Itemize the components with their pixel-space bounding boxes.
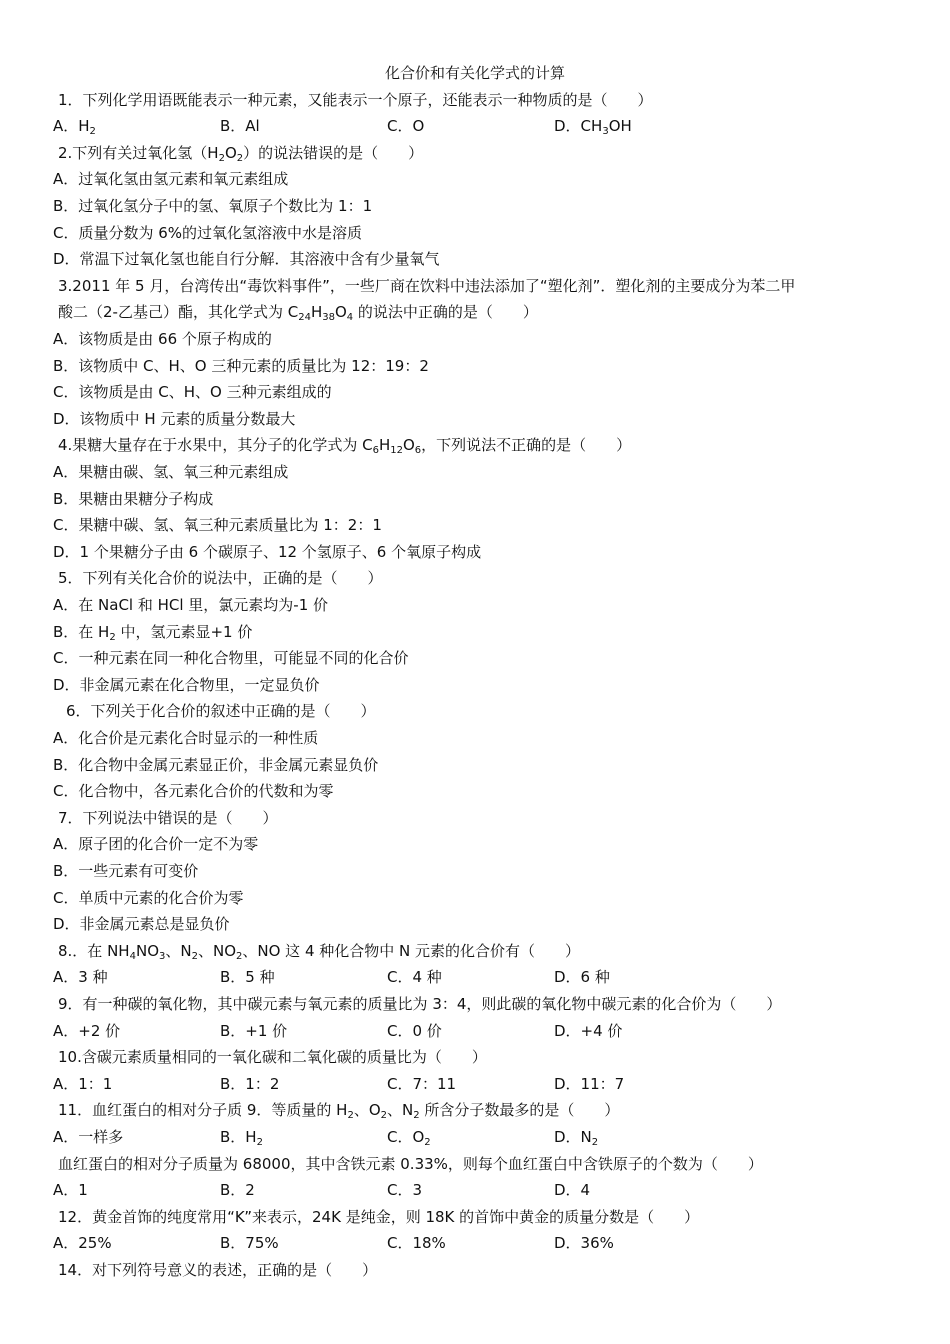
text-run: A．H <box>53 117 90 136</box>
line-content <box>53 778 333 804</box>
option-c <box>387 1071 456 1097</box>
text-line <box>0 87 950 113</box>
text-run: D．+4 价 <box>554 1021 623 1040</box>
text-run: ）的说法错误的是（ ） <box>243 143 424 162</box>
text-run: O <box>334 303 347 322</box>
line-content <box>58 1151 763 1177</box>
option-c <box>387 1230 446 1256</box>
line-content <box>58 1097 619 1123</box>
text-run: C．0 价 <box>387 1021 442 1040</box>
text-line <box>0 1204 950 1230</box>
text-line <box>0 246 950 272</box>
line-content <box>58 87 653 113</box>
line-content <box>53 911 230 937</box>
line-content <box>53 885 243 911</box>
subscript: 2 <box>413 1110 420 1122</box>
subscript: 4 <box>346 312 354 324</box>
text-run: D．CH <box>554 117 603 136</box>
line-content <box>58 299 538 325</box>
text-line <box>0 565 950 591</box>
option-b <box>220 113 260 139</box>
line-content <box>66 698 376 724</box>
line-content <box>53 246 440 272</box>
subscript: 2 <box>236 950 243 962</box>
text-line <box>0 299 950 325</box>
line-content <box>53 512 382 538</box>
text-run: C．7：11 <box>387 1074 457 1093</box>
text-run: NO <box>135 941 159 960</box>
text-run: C．3 <box>387 1181 423 1200</box>
text-run: B．1：2 <box>220 1074 280 1093</box>
option-a <box>53 1018 120 1044</box>
option-c <box>387 113 424 139</box>
text-run: B．一些元素有可变价 <box>53 862 199 880</box>
text-line <box>0 539 950 565</box>
text-line <box>0 885 950 911</box>
text-line <box>0 166 950 192</box>
option-c <box>387 964 442 990</box>
text-line <box>0 698 950 724</box>
line-content <box>53 645 408 671</box>
options-row <box>0 1177 950 1203</box>
line-content <box>58 1204 699 1230</box>
text-run: D．1 个果糖分子由 6 个碳原子、12 个氢原子、6 个氧原子构成 <box>53 542 482 561</box>
text-run: C．质量分数为 6%的过氧化氢溶液中水是溶质 <box>53 223 363 242</box>
subscript: 2 <box>256 1137 263 1148</box>
line-content <box>53 220 362 246</box>
text-line <box>0 911 950 937</box>
line-content <box>53 619 252 645</box>
text-run: 、N <box>165 941 192 960</box>
option-c <box>387 1018 442 1044</box>
text-run: 12．黄金首饰的纯度常用“K”来表示，24K 是纯金，则 18K 的首饰中黄金的质量分数是（ ） <box>58 1207 700 1226</box>
text-run: C．O <box>387 117 425 136</box>
line-content <box>53 725 318 751</box>
subscript: 3 <box>159 950 166 962</box>
line-content <box>53 166 288 192</box>
text-run: 、NO <box>197 941 237 960</box>
text-line <box>0 1151 950 1177</box>
text-line <box>0 991 950 1017</box>
text-run: 、NO 这 4 种化合物中 N 元素的化合价有（ ） <box>242 941 581 960</box>
line-content <box>53 459 288 485</box>
option-c <box>387 1177 422 1203</box>
text-run: B．化合物中金属元素显正价，非金属元素显负价 <box>53 755 379 774</box>
text-run: 酸二（2-乙基己）酯，其化学式为 C <box>58 303 299 322</box>
text-run: D．常温下过氧化氢也能自行分解．其溶液中含有少量氧气 <box>53 250 440 269</box>
line-content <box>53 539 481 565</box>
line-content <box>53 193 372 219</box>
line-content <box>58 565 383 591</box>
text-run: C．一种元素在同一种化合物里，可能显不同的化合价 <box>53 649 409 668</box>
text-line <box>0 512 950 538</box>
line-content <box>58 432 631 458</box>
text-line <box>0 805 950 831</box>
subscript: 2 <box>236 152 244 164</box>
text-run: ，下列说法不正确的是（ ） <box>421 436 632 455</box>
text-run: B．5 种 <box>220 968 275 987</box>
option-d <box>554 113 632 139</box>
text-line <box>0 193 950 219</box>
text-run: 10.含碳元素质量相同的一氧化碳和二氧化碳的质量比为（ ） <box>58 1048 487 1067</box>
option-d <box>554 964 610 990</box>
text-run: OH <box>608 117 632 136</box>
line-content <box>53 831 258 857</box>
text-run: B．H <box>220 1128 257 1146</box>
text-line <box>0 752 950 778</box>
subscript: 6 <box>414 445 422 457</box>
text-run: 、N <box>387 1101 414 1120</box>
text-run: O <box>224 143 237 162</box>
text-run: B．+1 价 <box>220 1021 288 1040</box>
subscript: 38 <box>322 312 335 324</box>
option-d <box>554 1018 622 1044</box>
text-run: 3.2011 年 5 月，台湾传出“毒饮料事件”，一些厂商在饮料中违法添加了“塑化剂”．塑化剂的主要成分为苯二甲 <box>58 276 796 295</box>
text-run: O <box>402 436 415 455</box>
subscript: 2 <box>380 1110 388 1122</box>
text-run: D．6 种 <box>554 968 610 987</box>
text-line <box>0 645 950 671</box>
text-run: A．一样多 <box>53 1128 124 1146</box>
text-line <box>0 379 950 405</box>
option-a <box>53 1177 88 1203</box>
text-run: 14．对下列符号意义的表述，正确的是（ ） <box>58 1261 378 1279</box>
text-line <box>0 858 950 884</box>
text-line <box>0 592 950 618</box>
text-run: A．过氧化氢由氢元素和氧元素组成 <box>53 170 289 189</box>
text-run: 4.果糖大量存在于水果中，其分子的化学式为 C <box>58 436 373 455</box>
text-run: D．4 <box>554 1181 591 1200</box>
option-c <box>387 1124 431 1150</box>
subscript: 6 <box>372 445 379 457</box>
options-row <box>0 1124 950 1150</box>
text-run: D．36% <box>554 1234 614 1253</box>
text-line <box>0 938 950 964</box>
subscript: 2 <box>191 950 198 962</box>
option-b <box>220 1071 279 1097</box>
option-b <box>220 1230 279 1256</box>
option-d <box>554 1071 624 1097</box>
option-a <box>53 1124 123 1150</box>
text-run: 8.．在 NH <box>58 941 130 960</box>
subscript: 2 <box>109 631 116 643</box>
text-run: B．Al <box>220 117 260 136</box>
text-run: D．非金属元素总是显负价 <box>53 915 230 934</box>
text-run: A．3 种 <box>53 968 108 987</box>
line-content <box>53 858 198 884</box>
text-run: C．化合物中，各元素化合价的代数和为零 <box>53 782 334 801</box>
text-run: C．单质中元素的化合价为零 <box>53 888 244 907</box>
line-content <box>58 140 423 166</box>
document-title: 化合价和有关化学式的计算 <box>384 64 565 82</box>
text-run: A．1 <box>53 1181 88 1200</box>
option-b <box>220 1018 287 1044</box>
text-line <box>0 406 950 432</box>
text-run: D．该物质中 H 元素的质量分数最大 <box>53 409 296 428</box>
text-line <box>0 326 950 352</box>
line-content <box>58 805 278 831</box>
option-b <box>220 964 275 990</box>
line-content <box>53 326 272 352</box>
text-line <box>0 672 950 698</box>
text-line <box>0 1257 950 1283</box>
text-run: A．25% <box>53 1234 112 1253</box>
option-a <box>53 964 108 990</box>
text-run: 1．下列化学用语既能表示一种元素，又能表示一个原子，还能表示一种物质的是（ ） <box>58 90 653 109</box>
text-run: H <box>310 303 323 322</box>
text-line <box>0 220 950 246</box>
text-run: 5．下列有关化合价的说法中，正确的是（ ） <box>58 569 383 588</box>
subscript: 2 <box>218 152 225 164</box>
text-run: 11．血红蛋白的相对分子质 9．等质量的 H <box>58 1101 348 1120</box>
text-line <box>0 459 950 485</box>
option-b <box>220 1177 255 1203</box>
line-content <box>53 592 328 618</box>
line-content <box>58 938 580 964</box>
text-line <box>0 432 950 458</box>
text-run: 6．下列关于化合价的叙述中正确的是（ ） <box>66 702 376 721</box>
text-run: A．果糖由碳、氢、氧三种元素组成 <box>53 463 289 481</box>
option-d <box>554 1124 598 1150</box>
text-run: B．2 <box>220 1181 255 1200</box>
subscript: 12 <box>390 445 403 457</box>
options-row <box>0 1230 950 1256</box>
text-run: 、O <box>353 1101 381 1120</box>
text-run: B．果糖由果糖分子构成 <box>53 489 214 508</box>
options-row <box>0 1018 950 1044</box>
text-run: C．O <box>387 1128 425 1146</box>
text-line <box>0 140 950 166</box>
text-run: B．过氧化氢分子中的氢、氧原子个数比为 1：1 <box>53 197 373 215</box>
text-run: B．在 H <box>53 622 110 641</box>
option-a <box>53 113 96 139</box>
text-line <box>0 831 950 857</box>
subscript: 2 <box>591 1137 599 1148</box>
text-run: H <box>378 436 391 455</box>
text-run: D．非金属元素在化合物里，一定显负价 <box>53 675 320 694</box>
options-row <box>0 1071 950 1097</box>
line-content <box>53 752 378 778</box>
line-content <box>58 1257 377 1283</box>
text-run: C．18% <box>387 1234 446 1253</box>
text-run: 的说法中正确的是（ ） <box>353 303 538 322</box>
line-content <box>53 406 295 432</box>
options-row <box>0 113 950 139</box>
option-d <box>554 1230 614 1256</box>
text-run: A．在 NaCl 和 HCl 里，氯元素均为-1 价 <box>53 596 329 614</box>
text-run: 7．下列说法中错误的是（ ） <box>58 808 278 827</box>
subscript: 3 <box>602 126 609 138</box>
text-run: D．N <box>554 1128 592 1146</box>
text-line <box>0 619 950 645</box>
text-line <box>0 1097 950 1123</box>
line-content <box>53 353 429 379</box>
text-run: 中，氢元素显+1 价 <box>115 622 253 641</box>
subscript: 2 <box>424 1137 431 1148</box>
subscript: 4 <box>129 950 136 962</box>
text-run: 2.下列有关过氧化氢（H <box>58 143 219 162</box>
option-a <box>53 1071 112 1097</box>
text-line <box>0 1044 950 1070</box>
line-content <box>58 1044 487 1070</box>
text-run: C．4 种 <box>387 968 442 987</box>
subscript: 24 <box>298 312 311 324</box>
line-content <box>53 672 320 698</box>
option-a <box>53 1230 112 1256</box>
text-line <box>0 353 950 379</box>
text-run: A．化合价是元素化合时显示的一种性质 <box>53 729 319 747</box>
option-b <box>220 1124 263 1150</box>
text-run: C．该物质是由 C、H、O 三种元素组成的 <box>53 383 332 402</box>
text-run: 9．有一种碳的氧化物，其中碳元素与氧元素的质量比为 3：4，则此碳的氧化物中碳元素的化合价为（ ） <box>58 995 782 1013</box>
option-d <box>554 1177 590 1203</box>
line-content <box>58 991 781 1017</box>
text-run: 血红蛋白的相对分子质量为 68000，其中含铁元素 0.33%，则每个血红蛋白中含铁原子的个数为（ ） <box>58 1154 763 1173</box>
options-row <box>0 964 950 990</box>
subscript: 2 <box>347 1110 354 1122</box>
text-run: A．1：1 <box>53 1074 113 1093</box>
text-line <box>0 273 950 299</box>
text-run: C．果糖中碳、氢、氧三种元素质量比为 1：2：1 <box>53 516 382 535</box>
text-run: A．+2 价 <box>53 1021 121 1040</box>
line-content <box>58 273 795 299</box>
line-content <box>53 486 213 512</box>
text-run: B．该物质中 C、H、O 三种元素的质量比为 12：19：2 <box>53 356 429 375</box>
line-content <box>53 379 332 405</box>
text-run: B．75% <box>220 1234 279 1253</box>
text-run: A．原子团的化合价一定不为零 <box>53 835 259 854</box>
text-line <box>0 725 950 751</box>
subscript: 2 <box>89 126 96 138</box>
text-run: A．该物质是由 66 个原子构成的 <box>53 330 272 348</box>
text-run: D．11：7 <box>554 1074 625 1093</box>
text-line <box>0 486 950 512</box>
text-run: 所含分子数最多的是（ ） <box>419 1101 620 1120</box>
text-line <box>0 778 950 804</box>
